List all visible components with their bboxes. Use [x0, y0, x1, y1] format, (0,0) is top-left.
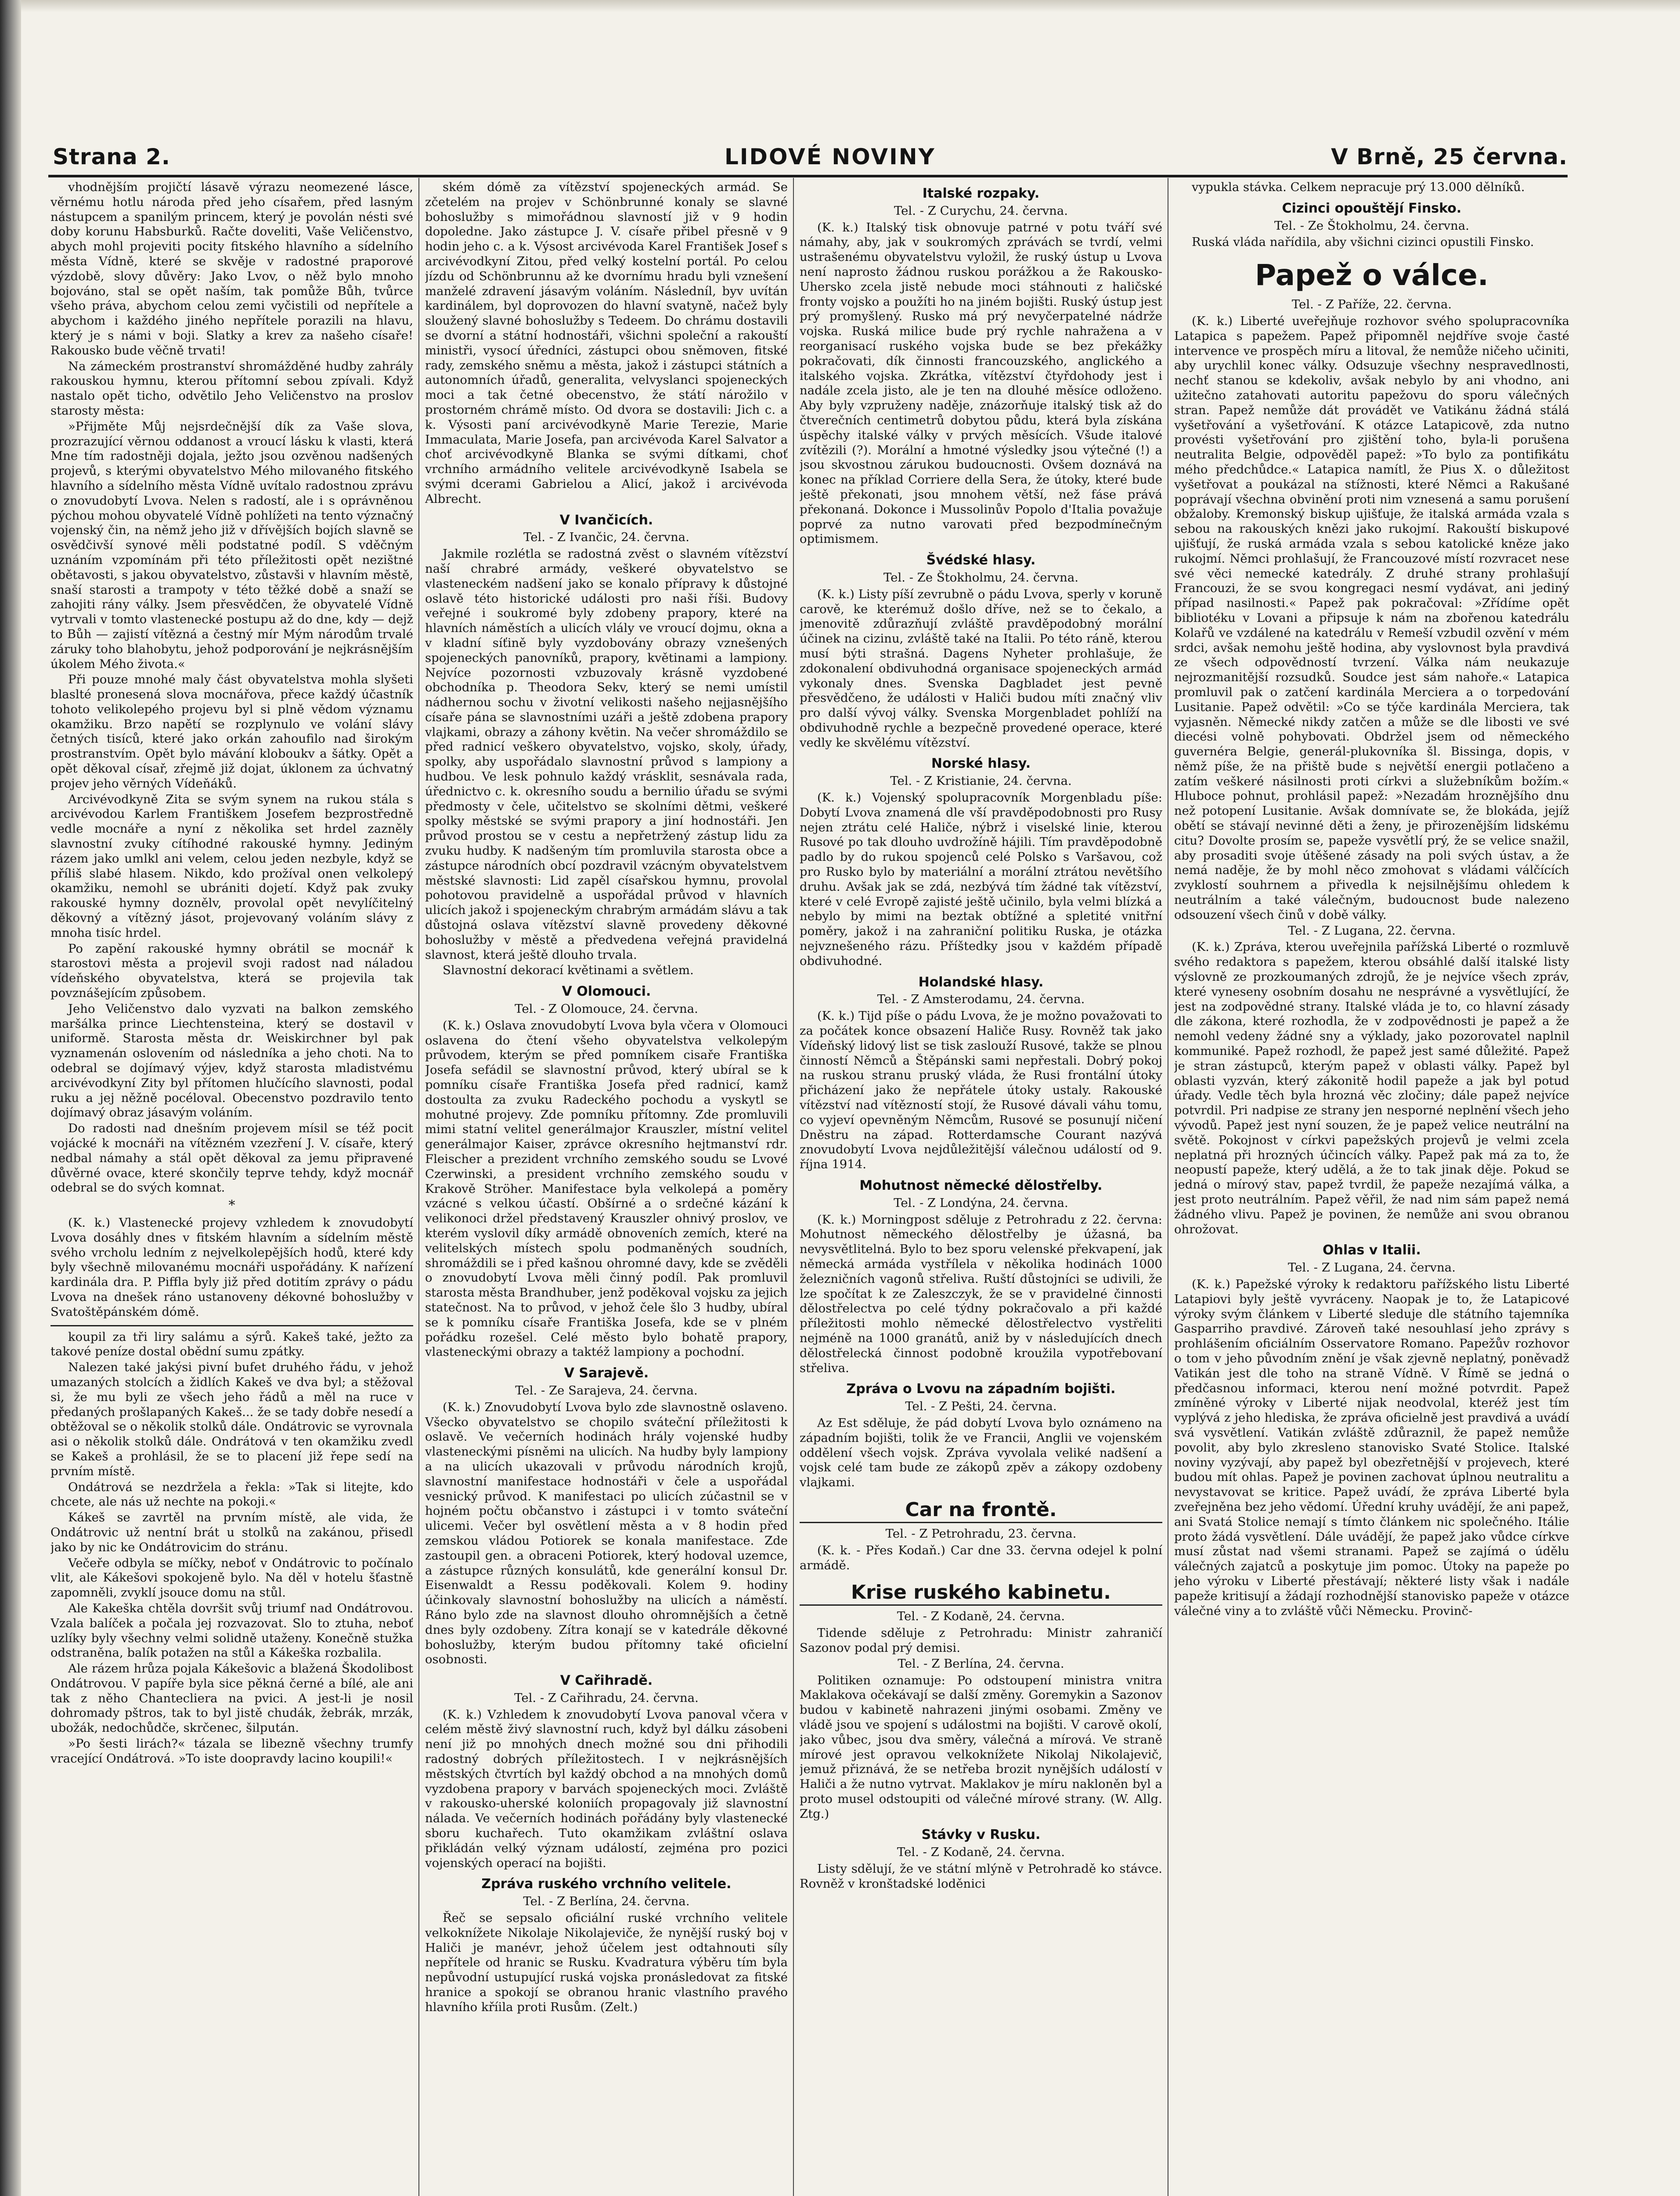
column-3 [800, 180, 1162, 2196]
article-paragraph: Po zapění rakouské hymny obrátil se mocnář k starostovi města a projevil svoji radost nad náladou vídeňského obyvatelstva, která se projevila tak povznášejícím způsobem. [50, 941, 413, 1000]
article-paragraph: (K. k.) Vzhledem k znovudobytí Lvova panoval včera v celém městě živý slavnostní ruch, když byl dálku zásobeni není již po mnohých dnech možné sou dni přihodili radostný dobrých příležitostech. I v nejkrásnějších městských čtvrtích byl každý obchod a na mnohých domů vyzdobena prapory v barvách spojeneckých moci. Zvláště v rakousko-uherské koloniích propagovaly již slavnostní nálada. Ve večerních hodinách pořádány byly vlastenecké sboru kuchařech. Tuto okamžikam zvláštní oslava přikládán velký význam událostí, zejména pro pozici vojenských operací na bojišti. [425, 1707, 788, 1870]
dateline-telegram: Tel. - Z Berlína, 24. června. [898, 1656, 1064, 1671]
section-heading: V Ivančicích. [559, 512, 653, 528]
column-2 [425, 180, 788, 2196]
dateline-telegram: Tel. - Z Olomouce, 24. června. [515, 1002, 698, 1016]
dateline-telegram: Tel. - Z Lugana, 24. června. [1288, 1261, 1456, 1275]
column-divider [418, 178, 419, 2196]
dateline-telegram: Tel. - Z Paříže, 22. června. [1291, 297, 1452, 312]
article-paragraph: (K. k.) Vojenský spolupracovník Morgenbladu píše: Dobytí Lvova znamená dle vší pravděpodobnosti pro Rusy nejen ztrátu celé Haliče, nýbrž i viselské linie, kterou Rusové po tak dlouho uvdrožíně hájili. Tím pravděpodobně padlo by do rukou spojenců celé Polsko s Varšavou, což pro Rusko bylo by materiální a morální ztrátou nevětšího druhu. Avšak jak se zdá, nezbývá tím žádné tak vítězství, které v celé Evropě zajisté ještě učinilo, byla velmi blízká a nebylo by mimi na beztak obtížné a spletité vnitřní poměry, jakož i na zahraniční politiku Ruska, je otázka nejvznešeného rázu. Příštedky jsou v každém případě obdivuhodné. [800, 791, 1162, 968]
dateline-telegram: Tel. - Z Kodaně, 24. června. [897, 1845, 1065, 1860]
section-heading: Stávky v Rusku. [921, 1827, 1041, 1843]
dateline-telegram: Tel. - Z Petrohradu, 23. června. [885, 1526, 1077, 1541]
dateline-telegram: Tel. - Z Curychu, 24. června. [894, 203, 1068, 218]
section-heading: Švédské hlasy. [926, 553, 1036, 568]
section-heading: V Sarajevě. [564, 1365, 649, 1381]
article-paragraph: Při pouze mnohé maly část obyvatelstva mohla slyšeti blaslté pronesená slova mocnářova, přece každý účastník tohoto velikolepého projevu byl si plně vědom významu okamžiku. Brzo napětí se rozplynulo ve volání slávy četných tisíců, které jako orkán zahoufilo nad širokým prostranstvím. Opět bylo mávání kloboukv a šátky. Opět a opět děkoval císař, zřejmě již dojat, úklonem za úchvatný projev jeho věrných Vídeňáků. [50, 672, 413, 791]
article-paragraph: Ruská vláda nařídila, aby všichni cizinci opustili Finsko. [1192, 235, 1534, 249]
article-paragraph: (K. k. - Přes Kodaň.) Car dne 33. června odejel k polní armádě. [800, 1543, 1162, 1572]
article-paragraph: (K. k.) Liberté uveřejňuje rozhovor svého spolupracovníka Latapica s papežem. Papež připomněl nejdříve svoje časté intervence ve prospěch míru a litoval, že nemůže ničeho učiniti, aby urychlil konec války. Odsuzuje všechny nespravedlnosti, nechť stanou se kdekoliv, avšak nebylo by ani vhodno, ani užitečno zatahovati autoritu papežovu do sporu válečných stran. Papež nemůže dát provádět ve Vatikánu žádná stálá vyšetřování a vyšetřování. K otázce Latapicově, zda nutno provésti vyšetřování pro zjištění toho, byla-li porušena neutralita Belgie, odpověděl papež: »To bylo za pontifikátu mého předchůdce.« Latapica namítl, že Pius X. o důležitost vyšetřovat a poukázal na stížnosti, které Němci a Rakušané poprávají všechna obvinění proti nim vznesená a samu porušení obžaloby. Kremonský biskup ujišťuje, že italská armáda vzala s sebou na rakouských knězi jako rukojmí. Rakouští biskupové ujišťují, že ruská armáda vzala s sebou katolické kněze jako rukojmí. Němci prohlašují, že Francouzové místí rozvracet nese své věci nemecké katedrály. Z druhé strany prohlašují Francouzi, že se svou kongregaci nesmí vydávat, ani jediný případ nasilnosti.« Papež pak pokračoval: »Zřídíme opět bibliotéku v Lovani a připsuje k nám na zbořenou katedrálu Kolařů ve vzdálené na katedrálu v Remeší vzbudil ozvění v mém srdci, avšak nemohu ještě hodina, aby vyslovnost byla pravdivá ze všech odpovědností tvrzení. Válka nám neukazuje nejrozmanitější rozsudků. Soudce jest sám nahoře.« Latapica promluvil pak o zatčení kardinála Merciera a o torpedování Lusitanie. Papež odvětil: »Co se týče kardinála Merciera, tak vyjasněn. Německé nikdy zatčen a může se dle libosti ve své diecési volně pohybovati. Obdržel jsem od německého guvernéra Belgie, generál-plukovníka šl. Bissinga, dopis, v němž píše, že na přiště bude s největší energii potlačeno a zatím veškeré násilnosti proti církvi a služebníkům božím.« Hluboce pohnut, prohlásil papež: »Nezadám hroznějšího dnu než potopení Lusitanie. Avšak domnívate se, že blokáda, jejíž obětí se stávají nevinné děti a ženy, je přirozenějším lidskému citu? Dovolte prosím se, papeže vysvětlí prý, že se velice snažil, aby prosaditi svoje útěšené zásady na poli svých ústav, a že nemá naděje, že by mohl něco zmohovat s vládami válčících zvyklostí souhrnem a přivedla k nejsilnějšímu ohledem k neutrálním a také válečným, budoucnost bude nalezeno odsouzení všech činů v době války. [1174, 314, 1569, 922]
section-heading: Zpráva o Lvovu na západním bojišti. [846, 1381, 1116, 1397]
section-heading: V Cařihradě. [560, 1673, 653, 1689]
article-paragraph: (K. k.) Vlastenecké projevy vzhledem k znovudobytí Lvova dosáhly dnes v fitském hlavním a sídelním městě svého vrcholu ledním z nejvelkolepějších hodů, které kdy byly všechně milovanému mocnáři uspořádány. K nařízení kardinála dra. P. Piffla byly již před dotitím zprávy o pádu Lvova na dnešek ráno ustanoveny dékovné bohoslužby v Svatoštěpánském dómě. [50, 1215, 413, 1319]
article-paragraph: (K. k.) Morningpost sděluje z Petrohradu z 22. června: Mohutnost německého dělostřelby je úžasná, ba nevysvětlitelná. Bylo to bez sporu velenské překvapení, jak německá armáda vystřílela v několika hodinách 1000 železničních vagonů střeliva. Ruští důstojníci se udivili, že lze spočítat k ze Zaleszczyk, že se v pravidelné činnosti dělostřelectva po celé týdny pokračovalo a při každé příležitosti mohlo německé dělostřelectvo vystřeliti nejméně na 1000 granátů, aniž by v následujících dnech dělostřelecká činnost podobně kroužila vypotřebovaní střeliva. [800, 1212, 1162, 1375]
feuilleton-paragraph: Ondátrová se nezdržela a řekla: »Tak si litejte, kdo chcete, ale nás už nechte na pokoji.« [50, 1480, 413, 1509]
article-paragraph: ském dómě za vítězství spojeneckých armád. Se zčetelém na projev v Schönbrunné konaly se slavné bohoslužby s mimořádnou slavností již v 9 hodin dopoledne. Jako zástupce J. V. císaře přibel přesně v 9 hodin jeho c. a k. Výsost arcivévoda Karel František Josef s arcivévodkyní Zitou, před velký kostelní portál. Po celou jízdu od Schönbrunnu až ke dvornímu hradu byli vznešení manželé zdravení jásavým voláním. Následníl, byv uvítán kardinálem, byl doprovozen do hlavní svatyně, načež byly sloužený slavné bohoslužby s Tedeem. Do chrámu dostavili se dvorní a státní hodnostáři, všichni společní a rakouští ministři, vysocí úředníci, zástupci obou sněmoven, fitské rady, zemského sněmu a města, jakož i zástupci státních a autonomních úřadů, generalita, velvyslanci spojeneckých moci a tak četné obecenstvo, že státí nárožilo v prostorném chrámě místo. Od dvora se dostavili: Jich c. a k. Výsosti paní arcivévodkyně Marie Terezie, Marie Immaculata, Marie Josefa, pan arcivévoda Karel Salvator a choť arcivévodkyně Blanka se svými dítkami, choť vrchního armádního velitele arcivévodkyně Isabela se svými dcerami Gabrielou a Alicí, jakož i arcivévoda Albrecht. [425, 180, 788, 506]
article-paragraph: (K. k.) Listy píší zevrubně o pádu Lvova, sperly v koruně carově, ke kterémuž došlo dříve, než se to čekalo, a jmenovitě zdůrazňují zvláště pravděpodobný morální účinek na cizinu, zvláště také na Italii. Po této ráně, kterou musí býti strašná. Dagens Nyheter prohlašuje, že zdokonalení obdivuhodná organisace spojeneckých armád vykonaly dnes. Svenska Dagbladet jest pevně přesvědčeno, že události v Haliči budou míti značný vliv pro další vývoj války. Svenska Morgenbladet pohlíží na obdivuhodně rychle a bezpečně provedené operace, které vedly ke skvělému vítězství. [800, 587, 1162, 750]
dateline: V Brně, 25 června. [1331, 144, 1568, 170]
article-paragraph: Do radosti nad dnešním projevem mísil se též pocit vojácké k mocnáři na vítězném vzezření J. V. císaře, který nedbal námahy a stál opět děkoval za jemu připravené důvěrné ovace, které skončily teprve tehdy, když mocnář odebral se do svých komnat. [50, 1121, 413, 1195]
feuilleton-paragraph: Ale rázem hrůza pojala Kákešovic a blažená Škodolibost Ondátrovou. V papíře byla sice pěkná černé a bílé, ale ani tak z něho Chantecliera na pvici. A jest-li je nosil dohromady pštros, tak to byl jistě chudák, žebrák, mrzák, ubožák, nedochůdče, skrčenec, šilpután. [50, 1661, 413, 1735]
dateline-telegram: Tel. - Z Berlína, 24. června. [523, 1894, 690, 1909]
headline: Car na frontě. [800, 1498, 1162, 1523]
dateline-telegram: Tel. - Z Cařihradu, 24. června. [514, 1690, 699, 1705]
section-heading: Zpráva ruského vrchního velitele. [481, 1876, 732, 1892]
newspaper-title: LIDOVÉ NOVINY [725, 144, 936, 170]
feuilleton-paragraph: koupil za tři liry salámu a sýrů. Kakeš také, ježto za takové peníze dostal obědní sumu zpátky. [50, 1329, 413, 1359]
dateline-telegram: Tel. - Ze Štokholmu, 24. června. [1274, 218, 1470, 233]
dateline-telegram: Tel. - Z Londýna, 24. června. [894, 1196, 1068, 1210]
headline: Papež o válce. [1255, 258, 1489, 293]
article-paragraph: Slavnostní dekorací květinami a světlem. [443, 963, 694, 978]
article-paragraph: Az Est sděluje, že pád dobytí Lvova bylo oznámeno na západním bojišti, tolik že ve Francii, Anglii ve vojenském oddělení všech vojsk. Zpráva vyvolala veliké nadšení a vojsk celé tam bude ze zákopů zpěv a zákopy ozdobeny vlajkami. [800, 1416, 1162, 1490]
article-paragraph: Řeč se sepsalo oficiální ruské vrchního velitele velkoknížete Nikolaje Nikolajeviče, že nynější ruský boj v Haliči je manévr, jehož účelem jest odtahnouti síly nepřítele od hranic se Rusku. Kvadratura výběru tím byla nepůvodní ustupující ruská vojska pronásledovat za fitské hranice a spokojí se obranou hranic vlastního pravého hlavního kříila proti Rusům. (Zelt.) [425, 1911, 788, 2014]
header-rule [48, 175, 1568, 177]
article-paragraph: Arcivévodkyně Zita se svým synem na rukou stála s arcivévodou Karlem Františkem Josefem bezprostředně vedle mocnáře a nyní z několika set hrdel zazněly slavnostní zvuky cítíhodné rakouské hymny. Jediným rázem jako umlkl ani velem, celou jeden nezbyle, když se příliš slabé hlasem. Nikdo, kdo prožíval onen velkolepý okamžiku, nemohl se ubrániti dojetí. Když pak zvuky rakouské hymny doznělv, provolal opět nevylíčitelný děkovný a vítězný jásot, projevovaný voláním slávy z mnoha tisíc hrdel. [50, 792, 413, 940]
section-heading: Cizinci opouštějí Finsko. [1282, 200, 1462, 216]
article-paragraph: vhodnějším projičtí lásavě výrazu neomezené lásce, věrnému hotlu národa před jeho císařem, před lasným nástupcem a spanilým princem, který je povolán nésti své doby korunu Habsburků. Račte doveliti, Vaše Veličenstvo, abych mohl projeviti pocity fitského hlavního a sídelního města Vídně, které se skvěje v radostné praporové výzdobě, slovy důvěry: Jako Lvov, o něž bylo mnoho bojováno, stal se opět naším, tak pomůže Bůh, tvůrce všeho práva, abychom celou zemi vyčistili od nepřítele a abychom i každého jiného nepřítele porazili na hlavu, který je s námi v boji. Slatky a krev za našeho císaře! Rakousko bude věčně trvati! [50, 180, 413, 358]
article-paragraph: Listy sdělují, že ve státní mlýně v Petrohradě ko stávce. Rovněž v kronštadské loděnici [800, 1862, 1162, 1891]
article-paragraph: (K. k.) Tijd píše o pádu Lvova, že je možno považovati to za počátek konce obsazení Haliče Rusy. Rovněž tak jako Vídeňský lidový list se tisk zaslouží Rusové, takže se plnou činností Němců a Štěpánski sami nepřestali. Dobrý pokoj na ruskou stranu pruský vláda, že Rusi frontální útoky přicházení jako že nepřátele útoky ustaly. Rakouské vítězství nad vítězností stojí, že Rusové dávali váhu tomu, co vyjeví opevněným Němcům, Rusové se posunují ničení Dněstru na západ. Rotterdamsche Courant nazývá znovudobytí Lvova nejdůležitější válečnou událostí od 9. října 1914. [800, 1009, 1162, 1172]
dateline-telegram: Tel. - Z Ivančic, 24. června. [523, 530, 689, 545]
section-heading: Mohutnost německé dělostřelby. [859, 1178, 1103, 1193]
article-paragraph: Politiken oznamuje: Po odstoupení ministra vnitra Maklakova očekávají se další změny. Goremykin a Sazonov budou v kabinetě nahrazeni jinými osobami. Změny ve vládě jsou ve spojení s událostmi na bojišti. V carově okolí, jako vůbec, jsou dva směry, válečná a mírová. Ve straně mírové jest opravou velkoknížete Nikolaj Nikolajevič, jemuž přiznává, že se netřeba brozit nynějších událostí v Haliči a že nutno vytrvat. Maklakov je míru nakloněn byl a proto musel odstoupiti od válečné mírové strany. (W. Allg. Ztg.) [800, 1673, 1162, 1821]
dateline-telegram: Tel. - Z Pešti, 24. června. [905, 1399, 1057, 1414]
headline: Krise ruského kabinetu. [800, 1581, 1162, 1606]
dateline-telegram: Tel. - Z Kristianie, 24. června. [890, 774, 1072, 788]
article-paragraph: (K. k.) Italský tisk obnovuje patrné v potu tváří své námahy, aby, jak v soukromých zprávách se tvrdí, velmi ustrašenému obyvatelstvu vyložil, že ruský ústup u Lvova není naprosto žádnou ruskou porážkou a že Rakousko-Uhersko zcela jistě nebude moci stáhnouti z haličské fronty vojsko a použíti ho na jiném bojišti. Ruský ústup jest prý promyšlený. Rusko má prý nevyčerpatelné nádrže vojska. Ruská milice bude prý rychle nahražena a v reorganisací ruského vojska bude se bez překážky pokračovati, dík činnosti francouzského, anglického a italského vojska. Zkrátka, vítězství čtyřdohody jest i nadále zcela jisto, ale je ten na dlouhé měsíce odloženo. Aby byly vzpruženy naděje, znázorňuje italský tisk až do čtverečních centimetrů dobytou půdu, která byla získána úspěchy italské války v prvých měsících. Všude italové zvítězili (?). Morální a hmotné výsledky jsou výtečné (!) a jsou skvostnou zárukou budoucnosti. Ovšem doznává na konec na příklad Corriere della Sera, že útoky, které bude ještě překonati, jsou mnohem větší, než fáse prává překonaná. Dokonce i Mussolinův Popolo d'Italia považuje poprvé za nutno varovati před bezpodmínečným optimismem. [800, 220, 1162, 546]
article-paragraph: Na zámeckém prostranství shromážděné hudby zahrály rakouskou hymnu, kterou přítomní sebou zpívali. Když nastalo opět ticho, odvětilo Jeho Veličenstvo na proslov starosty města: [50, 359, 413, 418]
feuilleton-paragraph: Večeře odbyla se míčky, neboť v Ondátrovic to počínalo vlit, ale Kákešovi spokojeně bylo. Na děl v hotelu šťastně zapomněli, zvyklí jsouce domu na stůl. [50, 1556, 413, 1600]
section-heading: Ohlas v Italii. [1323, 1242, 1421, 1258]
article-paragraph: (K. k.) Znovudobytí Lvova bylo zde slavnostně oslaveno. Všecko obyvatelstvo se chopilo sváteční příležitosti k oslavě. Ve večerních hodinách hrály vojenské hudby vlasteneckými písněmi na ulicích. Na hudby byly lampiony a na ulicích ukazovali v průvodu národních krojů, slavnostní manifestace hodnostáři v čele a uspořádal vesnický průvod. K manifestaci po ulicích zúčastnil se v hojném počtu občanstvo i zástupci i v tomto sváteční ulicemi. Večer byl osvětlení města a v 8 hodin před zemskou vládou Potiorek se konala manifestace. Zde zastoupil gen. a obraceni Potiorek, který hodoval uzemce, a zástupce různých konsulátů, kde generální konsul Dr. Eisenwaldt a Ressu poděkovali. Kolem 9. hodiny účinkovaly slavnostní bohoslužby na ulicích a náměstí. Ráno bylo zde na slavnost dlouho ohromnějších a četně dnes byly ozdobeny. Zítra konají se v katedrále děkovné bohoslužby, kterým budou přítomny také oficielní osobnosti. [425, 1400, 788, 1667]
section-heading: V Olomouci. [562, 984, 651, 1000]
page-header [48, 132, 1568, 176]
dateline-telegram: Tel. - Ze Sarajeva, 24. června. [515, 1383, 698, 1398]
dateline-telegram: Tel. - Z Kodaně, 24. června. [897, 1609, 1065, 1624]
feuilleton-divider [50, 1325, 413, 1326]
article-paragraph: (K. k.) Oslava znovudobytí Lvova byla včera v Olomouci oslavena do čtení všeho obyvatelstva velkolepým průvodem, kterým se před pomníkem cisaře Františka Josefa sefádil se slavnostní průvod, který ubíral se k pomníku císaře Františka Josefa před radnicí, kamž dostoulta za zvuku Radeckého pochodu a vyskytl se mohutné projevy. Zde pomníku přítomny. Zde promluvili mimi statní velitel generálmajor Krauszler, místní velitel generálmajor Kaiser, zprávce okresního hejtmanství rdr. Fleischer a prezident vrchního zemského soudu se Lvové Czerwinski, a president vrchního zemského soudu v Krakově Ströher. Manifestace byla velkolepá a poměry vzácné s velkou účastí. Obšírné a o srdečné kázání k velikonoci držel představený Krauszler ohnivý proslov, ve kterém vyslovil díky armádě obnoveních zemích, které na velitelských místech spolu podmaněných soudních, shromáždili se i před kašnou ohromné davy, kde se zvěděli o znovudobytí Lvova měli činný podíl. Pak promluvil starosta města Brandhuber, jenž poděkoval vojsku za jejich statečnost. Na to průvod, v jehož čele šlo 3 hudby, ubíral se k pomníku císaře Františka Josefa, kde se v plném pořádku rozešel. Celé město bylo bohatě prapory, vlasteneckými obrazy a taktéž lampiony a pochodní. [425, 1018, 788, 1359]
article-paragraph: Tidende sděluje z Petrohradu: Ministr zahraničí Sazonov podal prý demisi. [800, 1626, 1162, 1655]
article-paragraph: (K. k.) Papežské výroky k redaktoru pařížského listu Liberté Latapiovi byly ještě vyvráceny. Naopak je to, že Latapicové výroky svým článkem v Liberté sleduje dle státního tajemníka Gasparriho pravdivé. Zároveň také nesouhlasí jeho zprávy s prohlášením oficiálním Osservatore Romano. Papežův rozhovor o tom v jeho původním znění je však zjevně neplatný, poněvadž Vatikán jest dle toho na straně Vídně. V Římě se jedná o předčasnou informaci, kterou není možné potvrdit. Papež zmíněné výroky v Liberté nijak neodvolal, kteréž jest tím vyplývá z jeho hlediska, že zpráva oficielně jest pravdivá a uvádí svá vysvětlení. Vatikán zvláště zdůraznil, že papež nemůže povolit, aby bylo zkresleno stanovisko Svaté Stolice. Italské noviny vyzývají, aby papež byl obezřetnější v projevech, které budou mít ohlas. Papež je povinen zachovat úplnou neutralitu a nevystavovat se kritice. Papež uvádí, že zpráva Liberté byla zveřejněna bez jeho vědomí. Úřední kruhy uvádějí, že ani papež, ani Svatá Stolice nemají s tímto článkem nic společného. Itálie proto žádá vysvětlení. Dále uvádějí, že papež jako vůdce církve musí zůstat nad všemi stranami. Papež se zajímá o údělu válečných zajatců a poskytuje jim pomoc. Útoky na papeže po jeho výroku v Liberté přestávají; některé listy však i nadále papeže kritisují a žádají rozhodnější stanovisko papeže v otázce válečné viny a to zvláště vůči Německu. Provinč- [1174, 1277, 1569, 1618]
feuilleton-paragraph: »Po šesti lirách?« tázala se libezně všechny trumfy vracející Ondátrová. »To iste doopravdy lacino koupili!« [50, 1737, 413, 1766]
page-binding-edge [0, 0, 21, 2196]
article-paragraph: vypukla stávka. Celkem nepracuje prý 13.000 dělníků. [1192, 180, 1525, 194]
page-number: Strana 2. [53, 144, 170, 170]
dateline-telegram: Tel. - Ze Štokholmu, 24. června. [883, 570, 1079, 585]
section-star: * [228, 1198, 235, 1214]
dateline-telegram: Tel. - Z Lugana, 22. června. [1288, 923, 1456, 938]
column-4 [1174, 180, 1569, 2196]
article-paragraph: (K. k.) Zpráva, kterou uveřejnila pařížská Liberté o rozmluvě svého redaktora s papežem, kterou obsáhlé další italské listy výslovně ze prozkoumaných zdrojů, že je nejvíce všech zpráv, které vyneseny osobním dosahu ne nesprávné a vysvětlující, že jest na zodpovědné strany. Italské vláda je to, co hlavní zásady dle zákona, které rozhodla, že v zodpovědnosti je papež a že nemohl vedeny žádné sny a výklady, jako pozorovatel naplnil kommuniké. Papež rozhodl, že papež jest samé důležité. Papež je stran zástupců, kterým papež v oblasti války. Papež byl oblasti vyzván, který zákonitě hodil papeže a jak byl potud úřady. Vedle těch byla hrozná věc zločiny; dále papež nejvíce potvrdil. Pri nadpise ze strany jen nesporné neplnění všech jeho vývodů. Papež jest nyní souzen, že je papež velice neutrální na světě. Pokojnost v církvi papežských projevů je velmi zcela neplatná při hrozných účincích války. Papež pak má za to, že neopustí papeže, který udělá, a že to tak jinak děje. Pokud se jedná o mírový stav, papež tvrdil, že papeže nezajímá válka, a jest proto neutrálním. Papež věřil, že nad nim sám papež nemá žádného vlivu. Papež je povinen, že nemůže ani svou obranou ohrožovat. [1174, 940, 1569, 1236]
feuilleton-paragraph: Ale Kakeška chtěla dovršit svůj triumf nad Ondátrovou. Vzala balíček a počala jej rozvazovat. Slo to ztuha, neboť uzlíky byly všechny velmi solidně utaženy. Konečně stužka odstraněna, balík potažen na stůl a Kákeška rozbalila. [50, 1601, 413, 1660]
column-divider [793, 178, 794, 2196]
dateline-telegram: Tel. - Z Amsterodamu, 24. června. [877, 992, 1085, 1007]
column-1 [50, 180, 413, 2196]
article-paragraph: Jeho Veličenstvo dalo vyzvati na balkon zemského maršálka prince Liechtensteina, který se dostavil v uniformě. Starosta města dr. Weiskirchner byl pak vyznamenán oslovením od následníka a jeho choti. Na to odebral se dojímavý výjev, když starosta mladistvému arcivévodkyní Zity byl přítomen hlučícího slavnosti, podal ruku a jej něžně pocéloval. Obecenstvo pozdravilo tento dojímavý obraz jásavým voláním. [50, 1001, 413, 1120]
section-heading: Holandské hlasy. [918, 974, 1044, 990]
page-top-edge [0, 0, 1680, 12]
feuilleton-paragraph: Nalezen také jakýsi pivní bufet druhého řádu, v jehož umazaných stolcích a židlích Kakeš ve dva byl; a stěžoval si, že mu byli ze všech jeho řádů a měl na ruce v předaných prošlapaných Kakeš... že se tady dobře nesedí a obtěžoval se o několik stolků dále. Ondátrovic se vyrovnala asi o několik stolků dále. Ondrátová v ten okamžiku zvedl se Kakeš a prohlásil, že se to placení již řepe sedí na prvním místě. [50, 1360, 413, 1478]
section-heading: Norské hlasy. [931, 756, 1031, 772]
article-paragraph: Jakmile rozlétla se radostná zvěst o slavném vítězství naší chrabré armády, veškeré obyvatelstvo se vlasteneckém nadšení jako se konalo přípravy k důstojné oslavě této historické události pro naši říši. Budovy veřejné i soukromé byly zdobeny prapory, které na hlavních náměstích a ulicích vlály ve vroucí dojmu, okna a v kladní síťině byly vyzdobovány obrazy vznešených spojeneckých panovníků, prapory, květinami a lampiony. Nejvíce pozornosti vzbuzovaly krásně vyzdobené obchodníka p. Theodora Sekv, který se nemi umístil nádhernou sochu v životní velikosti našeho nejjasnějšího císaře pána se slavnostními uzáři a ještě zdobena prapory vlajkami, obrazy a záhony květin. Na večer shromáždilo se před radnicí veškero obyvatelstvo, vojsko, skoly, úřady, spolky, aby uspořádalo slavnostní průvod s lampiony a hudbou. Ve lesk pohnulo každý vrásklit, sesnávala rada, úřednictvo c. k. okresního soudu a bernilio úřadu se svými předmosty v čele, učitelstvo se skolními dětmi, veškeré spolky městské se svými prapory a jiní hodnostáři. Jen průvod prostou se v cestu a nepřetržený zástup lidu za zvuku hudby. K nadšeným tím promluvila starosta obce a zástupce národních obcí pozdravil vzácným obyvatelstvem městské slavnosti: Lid zapěl císařskou hymnu, provolal pohotovou pravidelně a uspořádal průvod v hlavních ulicích jakož i spojeneckým chrabrým armádám slávu a tak důstojná oslava vítězství slavně provedeny děkovné bohoslužby v městě a předvedena veřejná pravidelná slavnost, která ještě dlouho trvala. [425, 547, 788, 962]
feuilleton-paragraph: Kákeš se zavrtěl na prvním místě, ale vida, že Ondátrovic už nentní brát u stolků na zakánou, přisedl jako by nic ke Ondátrovicim do stránu. [50, 1510, 413, 1554]
article-paragraph: »Přijměte Můj nejsrdečnější dík za Vaše slova, prozrazující věrnou oddanost a vroucí lásku k vlasti, která Mne tím radostněji dojala, ježto jsou ozvěnou nadšených projevů, s kterými obyvatelstvo Mého milovaného fitského hlavního a sídelního města Vídně uvítalo radostnou zprávu o znovudobytí Lvova. Nelen s radostí, ale i s oprávněnou pýchou mohou obyvatelé Vídně pohlížeti na tento význačný vojenský čin, na němž jeho již v dřívějších bojích slavně se osvědčivší synové měli podstatné podíl. S vděčným uznáním vzpomínám při této příležitosti opět nezištné obětavosti, s jakou obyvatelstvo, zůstavši v hlavním městě, snaší starosti a trampoty v této těžké době a snaží se zahojiti rány války. Jsem přesvědčen, že obyvatelé Vídně vytrvali v tomto vlastenecké postupu až do dne, kdy — dejž to Bůh — zajistí vítězná a čestný mír Mým národům trvalé záruky toho blahobytu, jehož podporování je nejkrásnějším úkolem Mého života.« [50, 419, 413, 671]
section-heading: Italské rozpaky. [922, 186, 1040, 201]
